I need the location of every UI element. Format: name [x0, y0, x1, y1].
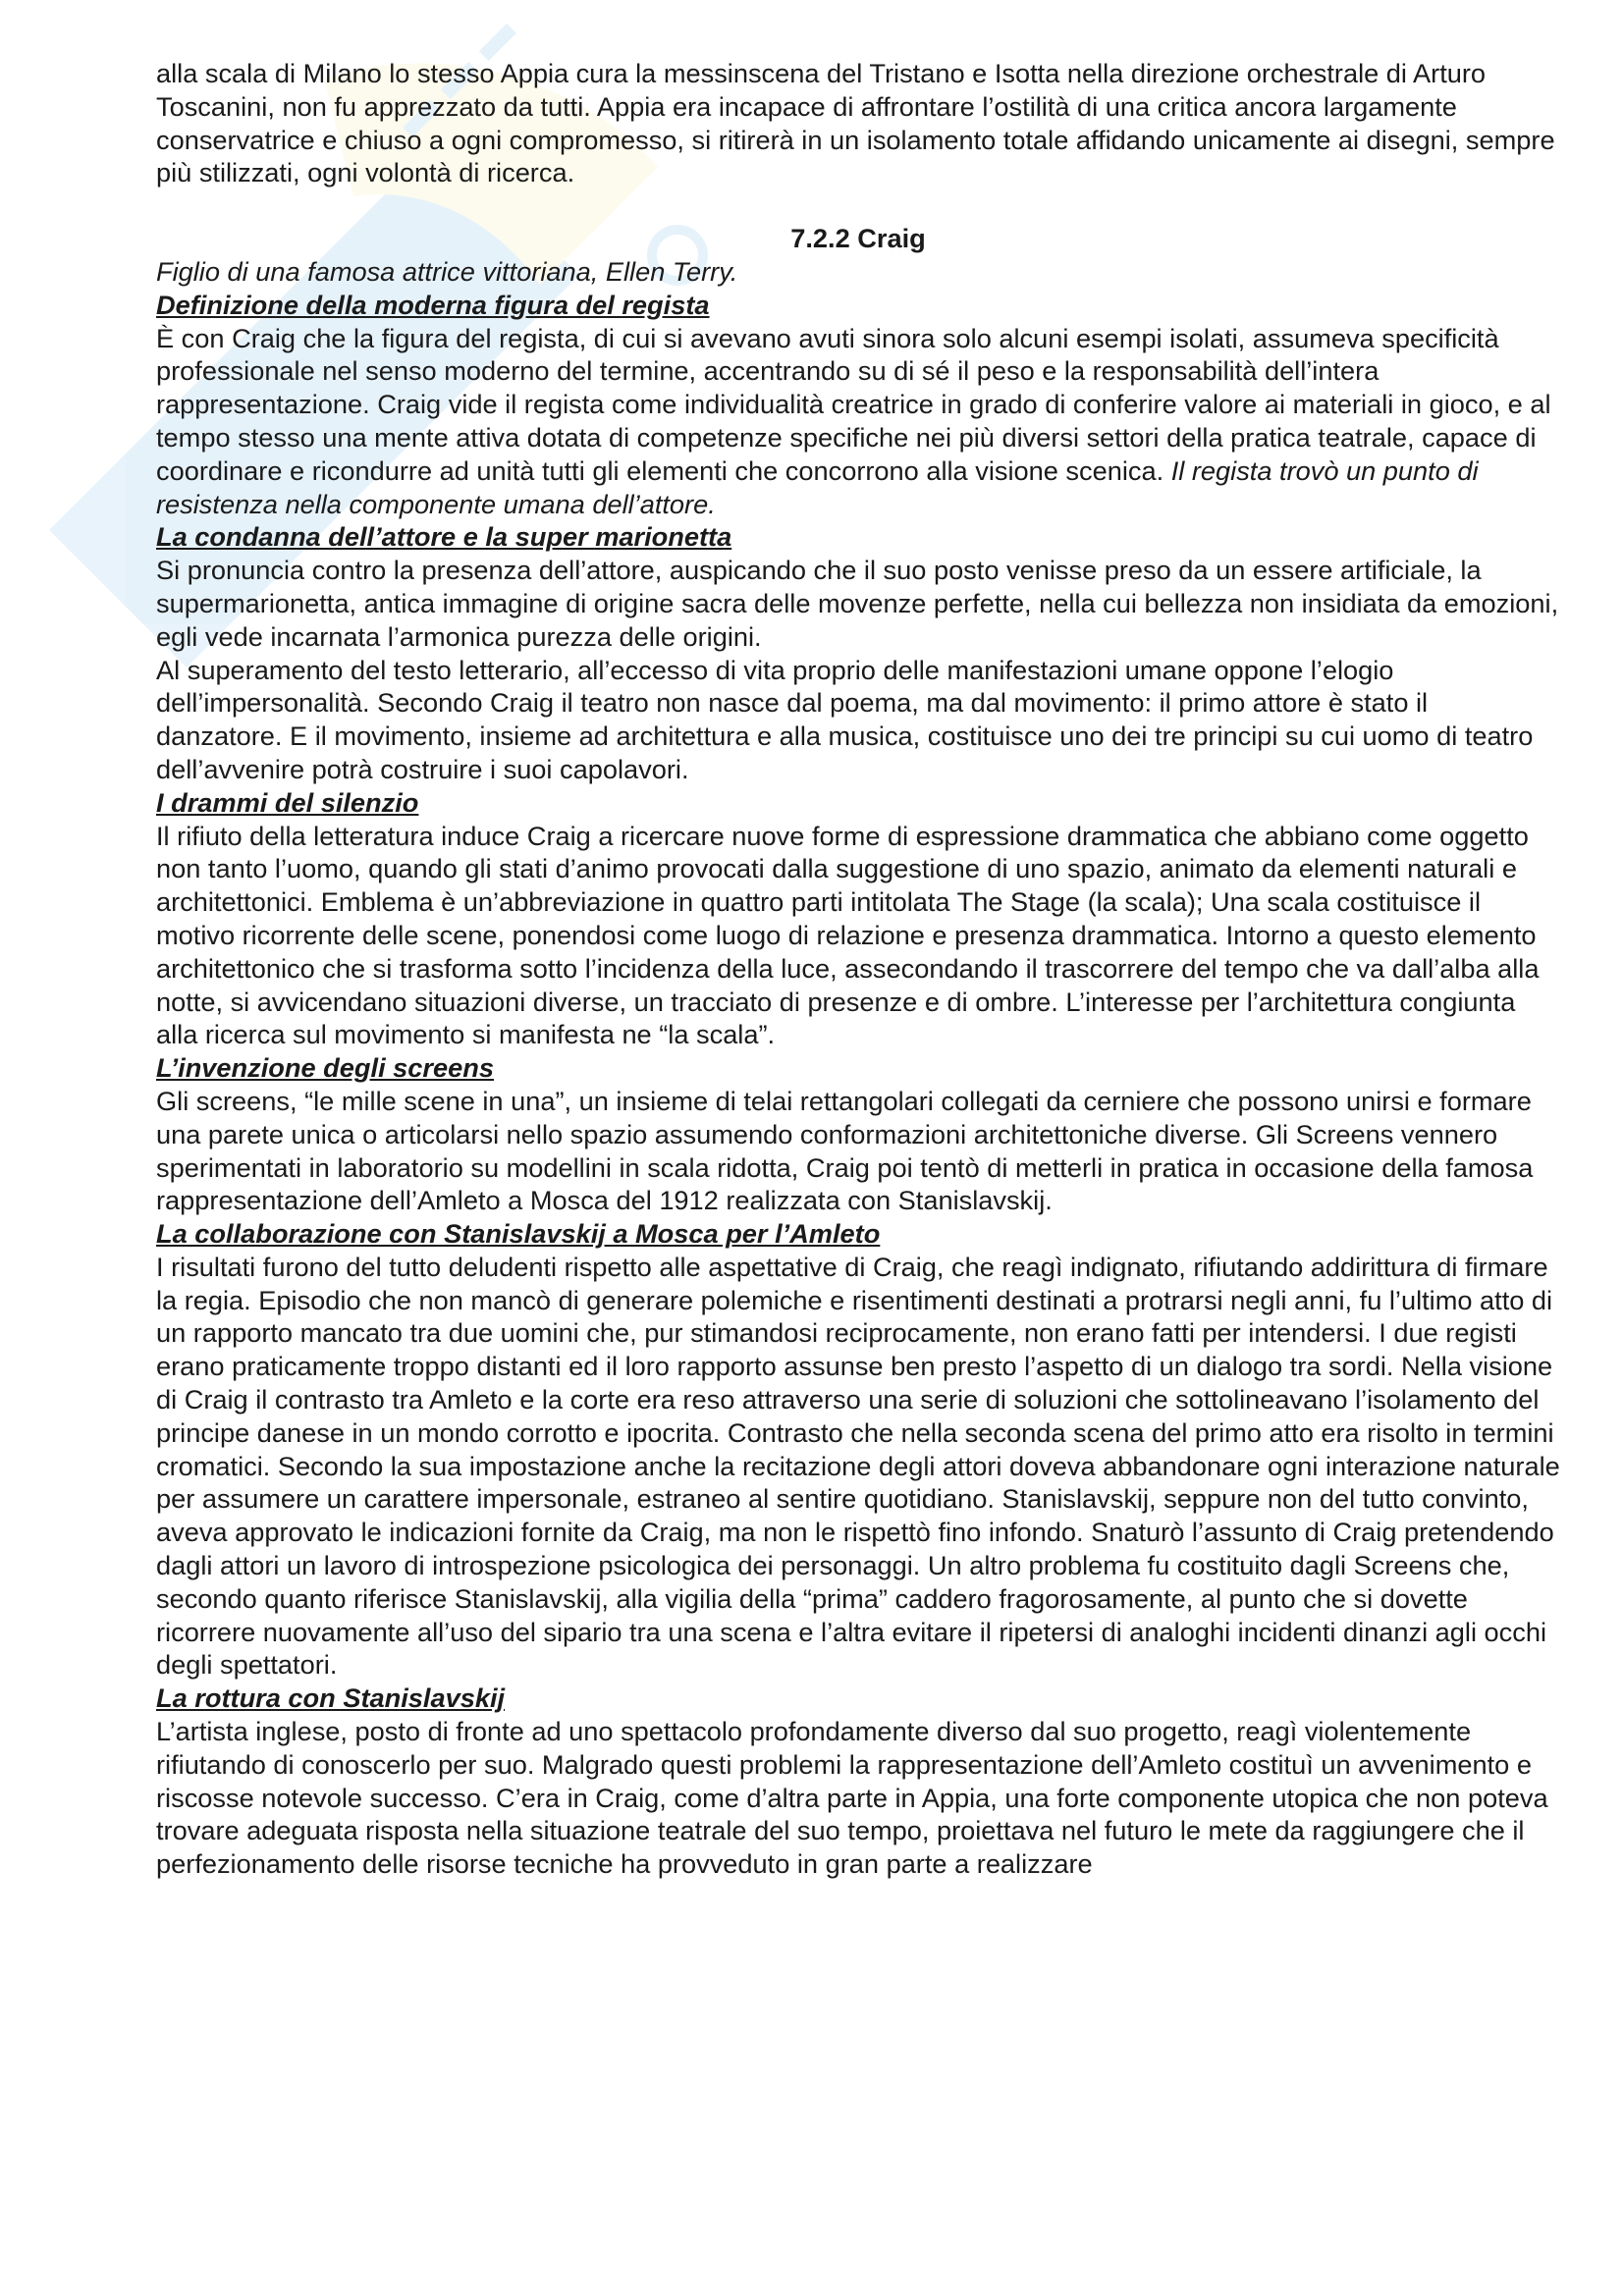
paragraph-drammi-silenzio: Il rifiuto della letteratura induce Craig a ricercare nuove forme di espressione drammatica che abbiano come oggetto non tanto l’uomo, quando gli stati d’animo provocati dalla suggestione di uno spazio, animato da elementi naturali e architettonici. Emblema è un’abbreviazione in quattro parti intitolata The Stage (la scala); Una scala costituisce il motivo ricorrente delle scene, ponendosi come luogo di relazione e presenza drammatica. Intorno a questo elemento architettonico che si trasforma sotto l’incidenza della luce, assecondando il trascorrere del tempo che va dall’alba alla notte, si avvicendano situazioni diverse, un tracciato di presenze e di ombre. L’interesse per l’architettura congiunta alla ricerca sul movimento si manifesta ne “la scala”. — [156, 820, 1540, 1050]
paragraph-supermarionetta: Si pronuncia contro la presenza dell’attore, auspicando che il suo posto venisse preso da un essere artificiale, la supermarionetta, antica immagine di origine sacra delle movenze perfette, nella cui bellezza non insidiata da emozioni, egli vede incarnata l’armonica purezza delle origini. — [156, 555, 1559, 652]
subheading-collaborazione-stanislavskij: La collaborazione con Stanislavskij a Mosca per l’Amleto — [156, 1218, 881, 1250]
document-body — [156, 57, 1560, 1881]
paragraph-definizione-regista — [156, 322, 1560, 521]
section-title: 7.2.2 Craig — [790, 223, 926, 254]
paragraph-italic-tail: Il regista trovò un punto di resistenza nella componente umana dell’attore. — [156, 454, 1479, 519]
subheading-screens: L’invenzione degli screens — [156, 1052, 494, 1084]
subheading-rottura-stanislavskij: La rottura con Stanislavskij — [156, 1682, 506, 1714]
opening-paragraph: alla scala di Milano lo stesso Appia cura la messinscena del Tristano e Isotta nella direzione orchestrale di Arturo Toscanini, non fu apprezzato da tutti. Appia era incapace di affrontare l’ostilità di una critica ancora largamente conservatrice e chiuso a ogni compromesso, si ritirerà in un isolamento totale affidando unicamente ai disegni, sempre più stilizzati, ogni volontà di ricerca. — [156, 58, 1555, 188]
paragraph-screens: Gli screens, “le mille scene in una”, un insieme di telai rettangolari collegati da cerniere che possono unirsi e formare una parete unica o articolarsi nello spazio assumendo conformazioni architettoniche diverse. Gli Screens vennero sperimentati in laboratorio su modellini in scala ridotta, Craig poi tentò di metterli in pratica in occasione della famosa rappresentazione dell’Amleto a Mosca del 1912 realizzata con Stanislavskij. — [156, 1085, 1534, 1216]
paragraph-impersonalita: Al superamento del testo letterario, all’eccesso di vita proprio delle manifestazioni umane oppone l’elogio dell’impersonalità. Secondo Craig il teatro non nasce dal poema, ma dal movimento: il primo attore è stato il danzatore. E il movimento, insieme ad architettura e alla musica, costituisce uno dei tre principi su cui uomo di teatro dell’avvenire potrà costruire i suoi capolavori. — [156, 654, 1534, 784]
paragraph-text: È con Craig che la figura del regista, di cui si avevano avuti sinora solo alcuni esempi isolati, assumeva specificità professionale nel senso moderno del termine, accentrando su di sé il peso e la responsabilità dell’intera rappresentazione. Craig vide il regista come individualità creatrice in grado di conferire valore ai materiali in gioco, e al tempo stesso una mente attiva dotata di competenze specifiche nei più diversi settori della pratica teatrale, capace di coordinare e ricondurre ad unità tutti gli elementi che concorrono alla visione scenica. — [156, 322, 1551, 486]
subheading-definizione-regista: Definizione della moderna figura del regista — [156, 289, 710, 320]
subheading-condanna-attore: La condanna dell’attore e la super marionetta — [156, 521, 732, 553]
paragraph-rottura-stanislavskij: L’artista inglese, posto di fronte ad uno spettacolo profondamente diverso dal suo progetto, reagì violentemente rifiutando di conoscerlo per suo. Malgrado questi problemi la rappresentazione dell’Amleto costituì un avvenimento e riscosse notevole successo. C’era in Craig, come d’altra parte in Appia, una forte componente utopica che non poteva trovare adeguata risposta nella situazione teatrale del suo tempo, proiettava nel futuro le mete da raggiungere che il perfezionamento delle risorse tecniche ha provveduto in gran parte a realizzare — [156, 1716, 1548, 1880]
paragraph-collaborazione-stanislavskij: I risultati furono del tutto deludenti rispetto alle aspettative di Craig, che reagì indignato, rifiutando addirittura di firmare la regia. Episodio che non mancò di generare polemiche e risentimenti destinati a protrarsi negli anni, fu l’ultimo atto di un rapporto mancato tra due uomini che, pur stimandosi reciprocamente, non erano fatti per intendersi. I due registi erano praticamente troppo distanti ed il loro rapporto assunse ben presto l’aspetto di un dialogo tra sordi. Nella visione di Craig il contrasto tra Amleto e la corte era reso attraverso una serie di soluzioni che sottolineavano l’isolamento del principe danese in un mondo corrotto e ipocrita. Contrasto che nella seconda scena del primo atto era risolto in termini cromatici. Secondo la sua impostazione anche la recitazione degli attori doveva abbandonare ogni interazione naturale per assumere un carattere impersonale, estraneo al sentire quotidiano. Stanislavskij, seppure non del tutto convinto, aveva approvato le indicazioni fornite da Craig, ma non le rispettò fino infondo. Snaturò l’assunto di Craig pretendendo dagli attori un lavoro di introspezione psicologica dei personaggi. Un altro problema fu costituito dagli Screens che, secondo quanto riferisce Stanislavskij, alla vigilia della “prima” caddero fragorosamente, al punto che si dovette ricorrere nuovamente all’uso del sipario tra una scena e l’altra evitare il ripetersi di analoghi incidenti dinanzi agli occhi degli spettatori. — [156, 1251, 1560, 1681]
intro-italic: Figlio di una famosa attrice vittoriana, Ellen Terry. — [156, 255, 738, 287]
spacer — [156, 189, 1560, 222]
subheading-drammi-silenzio: I drammi del silenzio — [156, 786, 419, 818]
